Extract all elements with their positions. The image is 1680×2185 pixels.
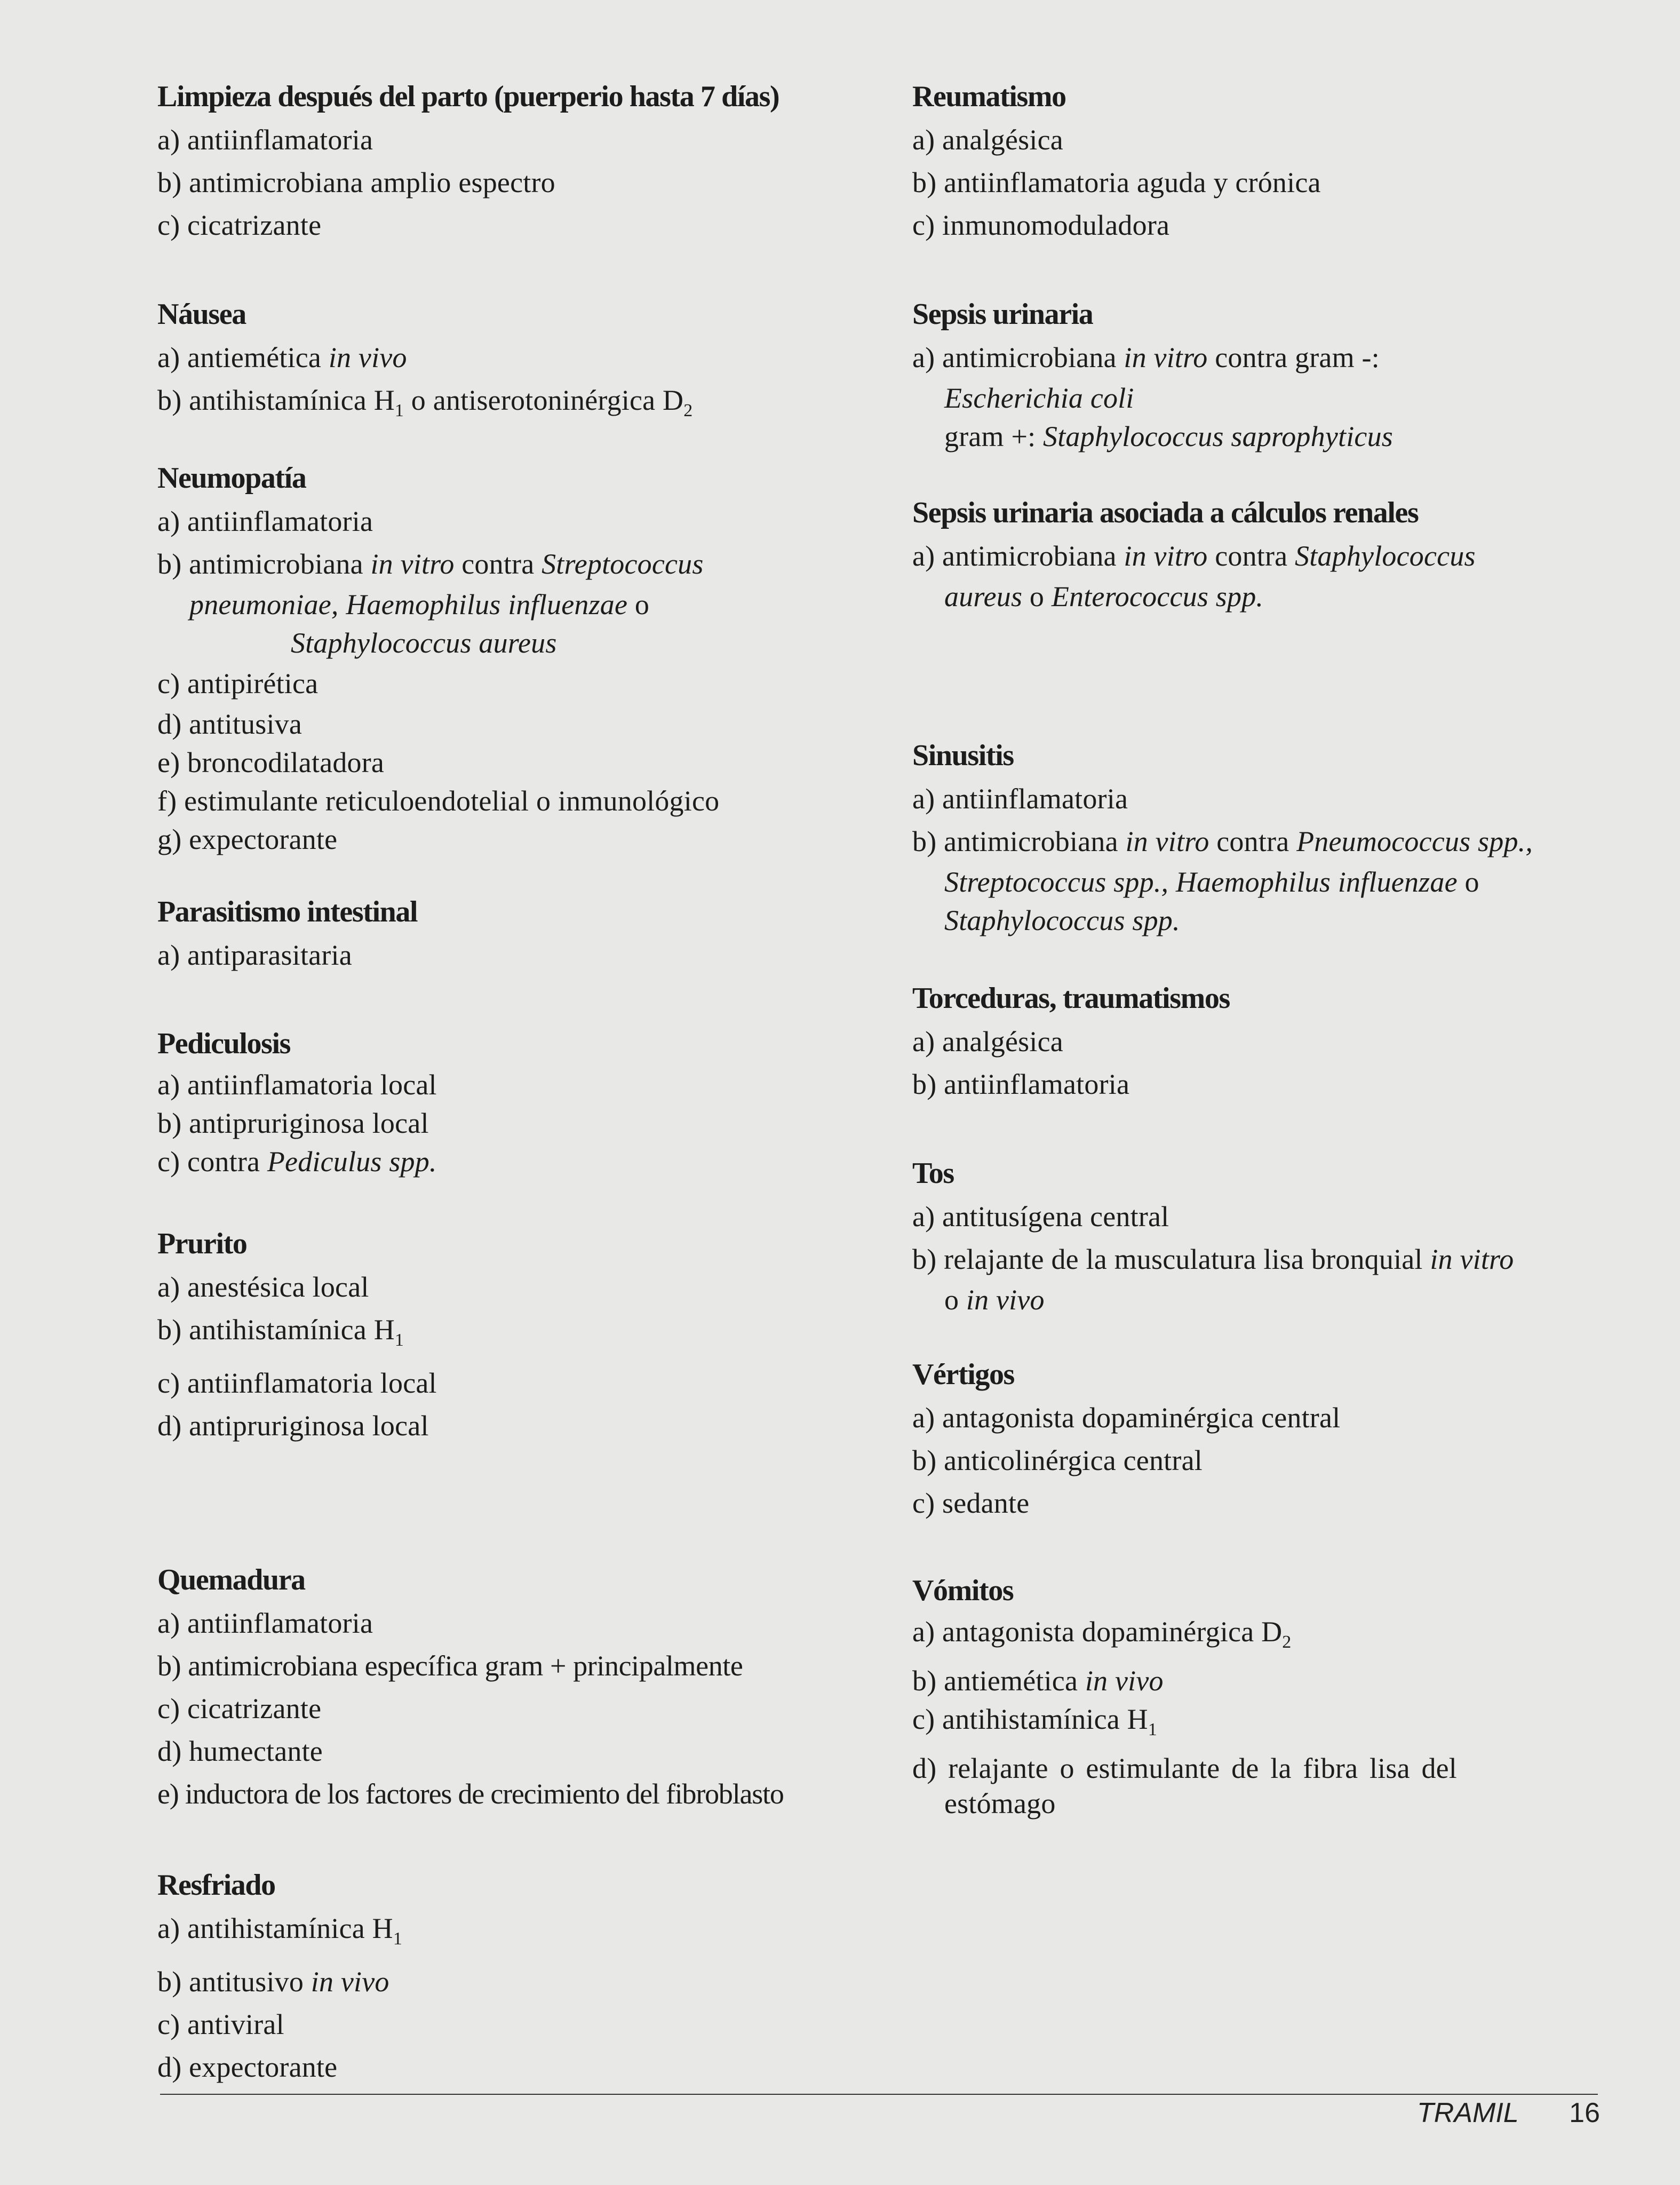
section-sinusitis (912, 734, 1606, 940)
page-number: 16 (1569, 2097, 1600, 2128)
list-item-continuation: pneumoniae, Haemophilus influenzae o (189, 589, 650, 621)
list-item-continuation: Escherichia coli (944, 382, 1134, 414)
list-item: c) antipirética (157, 668, 319, 700)
list-item: a) antitusígena central (912, 1201, 1169, 1233)
section-title: Vértigos (912, 1358, 1014, 1391)
list-item-continuation: aureus o Enterococcus spp. (944, 581, 1264, 613)
list-item: d) humectante (157, 1735, 323, 1767)
list-item: c) cicatrizante (157, 209, 322, 241)
list-item: a) antimicrobiana in vitro contra gram -: (912, 341, 1380, 374)
list-item: d) antipruriginosa local (157, 1409, 429, 1442)
list-item: c) antiinflamatoria local (157, 1366, 437, 1399)
section-pediculosis (157, 1022, 899, 1181)
list-item: c) sedante (912, 1487, 1030, 1519)
section-resfriado (157, 1863, 899, 2088)
section-prurito (157, 1222, 899, 1447)
list-item: d) expectorante (157, 2051, 338, 2083)
list-item: a) antiemética in vivo (157, 341, 407, 374)
list-item: b) relajante de la musculatura lisa bronquial in vitro (912, 1243, 1514, 1275)
list-item-continuation: o in vivo (944, 1284, 1045, 1316)
list-item-continuation: Staphylococcus aureus (291, 627, 557, 659)
section-title: Sinusitis (912, 739, 1014, 772)
list-item-continuation: Staphylococcus spp. (944, 904, 1180, 936)
list-item: a) analgésica (912, 124, 1063, 156)
list-item: a) antagonista dopaminérgica central (912, 1402, 1341, 1434)
list-item: a) antiinflamatoria (157, 1607, 373, 1639)
list-item: c) antiviral (157, 2008, 284, 2040)
list-item: c) antihistamínica $H_1$ (912, 1703, 1158, 1739)
section-title: Tos (912, 1157, 954, 1190)
list-item: f) estimulante reticuloendotelial o inmunológico (157, 785, 720, 817)
section-vomitos (912, 1569, 1606, 1819)
list-item: g) expectorante (157, 823, 338, 855)
list-item: a) antimicrobiana in vitro contra Staphylococcus (912, 540, 1476, 572)
list-item: d) relajante o estimulante de la fibra lisa del (912, 1752, 1458, 1784)
section-torceduras (912, 976, 1606, 1106)
list-item: b) antimicrobiana amplio espectro (157, 166, 555, 198)
section-neumopatia (157, 456, 899, 859)
list-item: a) anestésica local (157, 1271, 369, 1303)
list-item: a) antiinflamatoria (912, 783, 1128, 815)
list-item: b) antipruriginosa local (157, 1107, 429, 1139)
section-title: Prurito (157, 1227, 247, 1260)
list-item: b) antihistamínica $H_1$ o antiserotoninérgica $D_2$ (157, 384, 693, 420)
section-title: Pediculosis (157, 1027, 291, 1060)
list-item: a) analgésica (912, 1026, 1063, 1058)
list-item: d) antitusiva (157, 708, 302, 740)
list-item: b) antimicrobiana específica gram + principalmente (157, 1650, 743, 1682)
list-item: a) antagonista dopaminérgica $D_2$ (912, 1616, 1292, 1652)
section-parasitismo (157, 890, 899, 976)
footer-brand: TRAMIL (1417, 2097, 1519, 2128)
section-nausea (157, 292, 899, 432)
list-item: b) antiinflamatoria (912, 1068, 1130, 1100)
list-item: c) cicatrizante (157, 1693, 322, 1725)
section-title: Resfriado (157, 1869, 275, 1902)
section-vertigos (912, 1353, 1606, 1524)
list-item: a) antiparasitaria (157, 939, 352, 971)
page-footer (1417, 2097, 1600, 2129)
list-item: e) broncodilatadora (157, 746, 385, 778)
section-title: Sepsis urinaria (912, 298, 1093, 331)
list-item: b) antimicrobiana in vitro contra Streptococcus (157, 548, 704, 580)
section-title: Parasitismo intestinal (157, 895, 418, 928)
section-title: Torceduras, traumatismos (912, 982, 1230, 1015)
list-item: b) antiemética in vivo (912, 1664, 1164, 1697)
section-reumatismo (912, 75, 1606, 247)
list-item-continuation: estómago (944, 1787, 1056, 1819)
list-item: a) antihistamínica $H_1$ (157, 1912, 403, 1949)
list-item: b) anticolinérgica central (912, 1444, 1203, 1476)
section-title: Náusea (157, 298, 246, 331)
section-title: Sepsis urinaria asociada a cálculos renales (912, 496, 1419, 529)
section-title: Quemadura (157, 1563, 305, 1596)
list-item: a) antiinflamatoria (157, 505, 373, 537)
section-title: Vómitos (912, 1574, 1014, 1607)
section-quemadura (157, 1558, 899, 1815)
section-title: Neumopatía (157, 462, 306, 495)
list-item: b) antimicrobiana in vitro contra Pneumococcus spp., (912, 825, 1533, 857)
list-item-continuation: gram +: Staphylococcus saprophyticus (944, 420, 1393, 452)
section-title: Reumatismo (912, 80, 1066, 113)
footer-rule (160, 2094, 1598, 2095)
section-tos (912, 1151, 1606, 1319)
list-item: b) antihistamínica $H_1$ (157, 1314, 404, 1350)
list-item: c) inmunomoduladora (912, 209, 1170, 241)
list-item: a) antiinflamatoria local (157, 1069, 437, 1101)
section-limpieza (157, 75, 899, 247)
list-item: b) antitusivo in vivo (157, 1965, 389, 1998)
section-sepsis-calculos (912, 491, 1606, 616)
section-sepsis-urinaria (912, 292, 1606, 456)
list-item-continuation: Streptococcus spp., Haemophilus influenzae o (944, 866, 1479, 898)
list-item: b) antiinflamatoria aguda y crónica (912, 166, 1321, 198)
list-item: e) inductora de los factores de crecimiento del fibroblasto (157, 1778, 784, 1810)
list-item: a) antiinflamatoria (157, 124, 373, 156)
section-title: Limpieza después del parto (puerperio hasta 7 días) (157, 80, 779, 113)
list-item: c) contra Pediculus spp. (157, 1146, 437, 1178)
